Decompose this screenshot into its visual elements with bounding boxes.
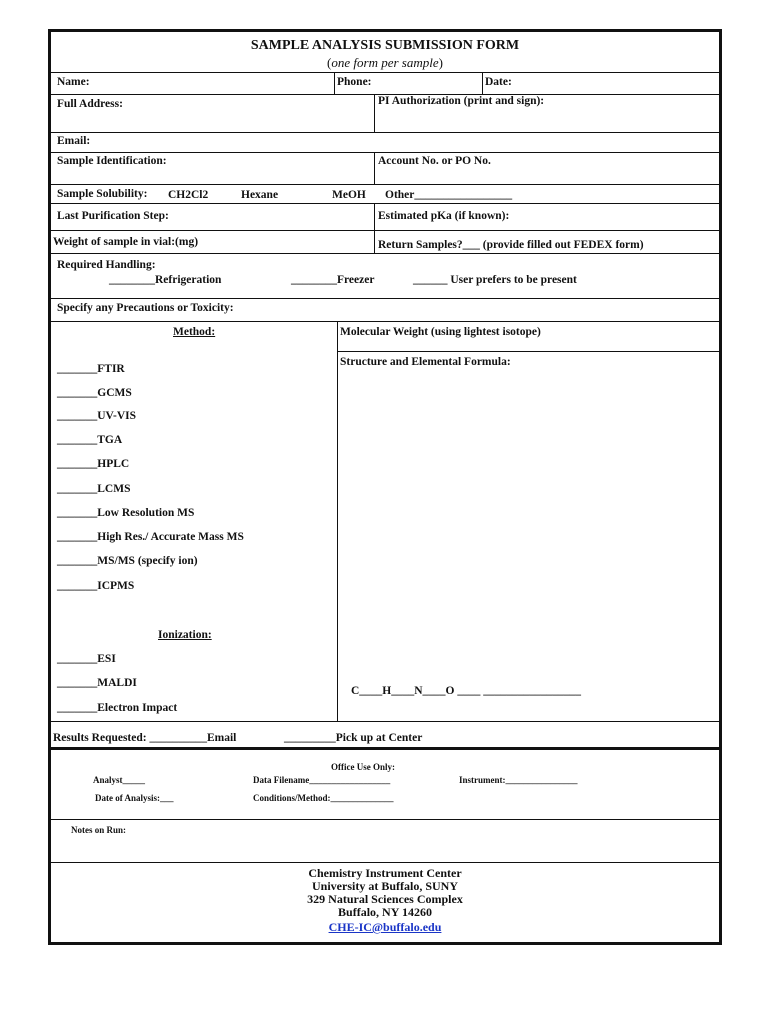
account-label: Account No. or PO No. (378, 155, 491, 167)
cell-divider (374, 94, 375, 132)
weight-label: Weight of sample in vial:(mg) (53, 236, 199, 248)
method-low-res-ms: _______Low Resolution MS (57, 507, 195, 519)
office-notes-label: Notes on Run: (71, 825, 127, 835)
solvent-other: Other_________________ (385, 189, 513, 201)
email-label: Email: (57, 135, 91, 147)
row-divider (51, 72, 719, 73)
office-analyst: Analyst_____ (93, 775, 146, 785)
row-divider (51, 184, 719, 185)
row-divider (51, 253, 719, 254)
method-ms-ms: _______MS/MS (specify ion) (57, 555, 198, 567)
handling-user-present: ______ User prefers to be present (413, 274, 577, 286)
row-divider (51, 152, 719, 153)
office-use-heading: Office Use Only: (331, 762, 395, 772)
phone-label: Phone: (337, 76, 372, 88)
method-icpms: _______ICPMS (57, 580, 135, 592)
office-conditions: Conditions/Method:______________ (253, 793, 394, 803)
solvent-meoh: MeOH (332, 189, 366, 201)
row-divider (51, 203, 719, 204)
solubility-label: Sample Solubility: (57, 188, 148, 200)
office-date-of-analysis: Date of Analysis:___ (95, 793, 174, 803)
return-samples-label: Return Samples?___ (provide filled out FEDEX form) (378, 239, 644, 251)
office-data-filename: Data Filename__________________ (253, 775, 391, 785)
row-divider (51, 230, 719, 231)
section-divider (51, 747, 719, 750)
ionization-heading: Ionization: (158, 629, 212, 641)
footer-city: Buffalo, NY 14260 (338, 905, 432, 919)
sample-id-label: Sample Identification: (57, 155, 167, 167)
footer-email-link[interactable]: CHE-IC@buffalo.edu (328, 920, 442, 934)
results-pickup: _________Pick up at Center (284, 732, 423, 744)
footer-center-name: Chemistry Instrument Center (308, 866, 462, 880)
cell-divider (337, 321, 338, 721)
form-title: SAMPLE ANALYSIS SUBMISSION FORM (250, 38, 520, 53)
precautions-label: Specify any Precautions or Toxicity: (57, 302, 234, 314)
pi-authorization-label: PI Authorization (print and sign): (378, 95, 545, 107)
method-hplc: _______HPLC (57, 458, 130, 470)
method-heading: Method: (173, 326, 216, 338)
method-tga: _______TGA (57, 434, 123, 446)
name-label: Name: (57, 76, 90, 88)
ionization-esi: _______ESI (57, 653, 116, 665)
method-gcms: _______GCMS (57, 387, 132, 399)
handling-refrigeration: ________Refrigeration (109, 274, 222, 286)
elemental-formula-line: C____H____N____O ____ _________________ (351, 685, 581, 697)
row-divider (51, 298, 719, 299)
method-high-res-ms: _______High Res./ Accurate Mass MS (57, 531, 244, 543)
handling-freezer: ________Freezer (291, 274, 375, 286)
footer-university: University at Buffalo, SUNY (312, 879, 458, 893)
molecular-weight-label: Molecular Weight (using lightest isotope) (340, 326, 541, 338)
cell-divider (374, 203, 375, 253)
submission-form (48, 29, 722, 945)
structure-label: Structure and Elemental Formula: (340, 356, 511, 368)
address-label: Full Address: (57, 98, 123, 110)
footer-email-row (51, 921, 719, 934)
row-divider (51, 721, 719, 722)
solvent-hexane: Hexane (241, 189, 279, 201)
form-subtitle: (one form per sample) (327, 55, 443, 70)
purification-label: Last Purification Step: (57, 210, 169, 222)
cell-divider (334, 72, 335, 94)
ionization-electron-impact: _______Electron Impact (57, 702, 178, 714)
handling-label: Required Handling: (57, 259, 156, 271)
cell-divider (482, 72, 483, 94)
method-lcms: _______LCMS (57, 483, 131, 495)
row-divider (51, 321, 719, 322)
solvent-ch2cl2: CH2Cl2 (168, 189, 209, 201)
row-divider (51, 132, 719, 133)
footer-address: 329 Natural Sciences Complex (307, 892, 463, 906)
row-divider (51, 862, 719, 863)
results-email: Results Requested: __________Email (53, 732, 237, 744)
method-ftir: _______FTIR (57, 363, 125, 375)
ionization-maldi: _______MALDI (57, 677, 137, 689)
date-label: Date: (485, 76, 512, 88)
cell-divider (374, 152, 375, 184)
row-divider (337, 351, 719, 352)
method-uv-vis: _______UV-VIS (57, 410, 137, 422)
pka-label: Estimated pKa (if known): (378, 210, 510, 222)
office-instrument: Instrument:________________ (459, 775, 578, 785)
row-divider (51, 819, 719, 820)
